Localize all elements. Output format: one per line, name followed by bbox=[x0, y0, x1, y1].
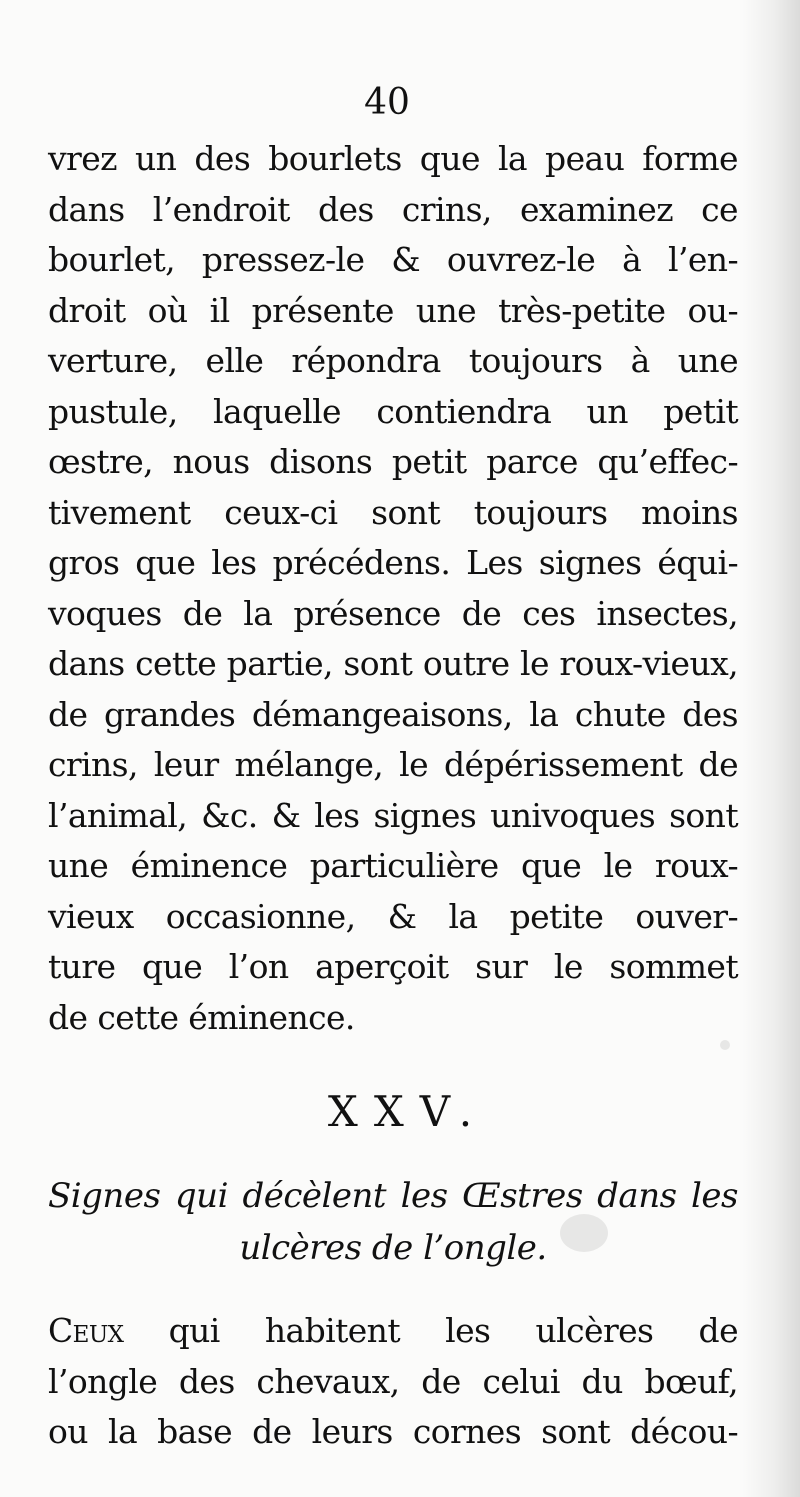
paragraph-line: crins, leur mélange, le dépérissement de bbox=[48, 745, 738, 784]
second-paragraph bbox=[48, 1306, 738, 1458]
paragraph-line: œstre, nous disons petit parce qu’effec- bbox=[48, 442, 738, 481]
paragraph-line: de cette éminence. bbox=[48, 997, 355, 1037]
first-paragraph bbox=[48, 134, 738, 1043]
paragraph-line: pustule, laquelle contiendra un petit bbox=[48, 391, 738, 431]
paragraph-line: une éminence particulière que le roux- bbox=[48, 846, 738, 885]
page-number: 40 bbox=[364, 82, 410, 123]
paragraph-initial-word: Ceux bbox=[48, 1311, 124, 1350]
paragraph-line: gros que les précédens. Les signes équi- bbox=[48, 543, 738, 582]
paragraph-line: dans cette partie, sont outre le roux-vieux, bbox=[48, 644, 738, 683]
paragraph-line: droit où il présente une très-petite ou- bbox=[48, 290, 738, 330]
section-number: XXV. bbox=[327, 1087, 489, 1136]
section-title bbox=[48, 1170, 738, 1274]
paragraph-line: ou la base de leurs cornes sont décou- bbox=[48, 1412, 738, 1451]
paragraph-line: l’ongle des chevaux, de celui du bœuf, bbox=[48, 1361, 738, 1401]
paragraph-line: l’animal, &c. & les signes univoques sont bbox=[48, 795, 738, 835]
page-edge-shadow bbox=[742, 0, 800, 1497]
paragraph-line: de grandes démangeaisons, la chute des bbox=[48, 694, 738, 734]
paragraph-line: verture, elle répondra toujours à une bbox=[48, 341, 738, 380]
paragraph-line-with-initial-word bbox=[48, 1306, 738, 1357]
section-title-line: ulcères de l’ongle. bbox=[239, 1228, 547, 1268]
paragraph-line-text: qui habitent les ulcères de bbox=[168, 1311, 738, 1350]
paragraph-line: dans l’endroit des crins, examinez ce bbox=[48, 189, 738, 229]
paragraph-line: vrez un des bourlets que la peau forme bbox=[48, 139, 738, 178]
paragraph-line: ture que l’on aperçoit sur le sommet bbox=[48, 947, 738, 986]
paragraph-line: voques de la présence de ces insectes, bbox=[48, 593, 738, 633]
section-title-line: Signes qui décèlent les Œstres dans les bbox=[48, 1176, 738, 1216]
paragraph-line: bourlet, pressez-le & ouvrez-le à l’en- bbox=[48, 240, 738, 279]
paragraph-line: tivement ceux-ci sont toujours moins bbox=[48, 492, 738, 532]
paragraph-line: vieux occasionne, & la petite ouver- bbox=[48, 896, 738, 936]
